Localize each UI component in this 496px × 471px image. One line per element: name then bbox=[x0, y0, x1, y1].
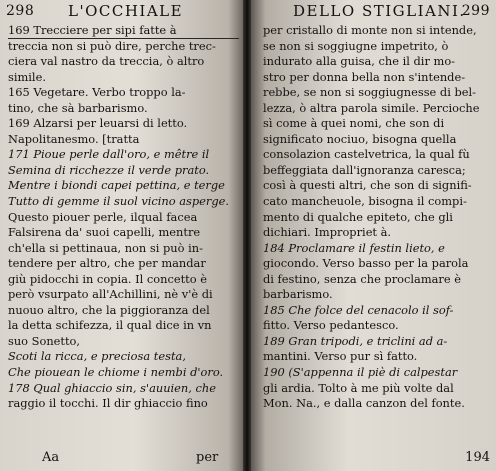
text-line: 165 Vegetare. Verbo troppo la- bbox=[8, 85, 186, 100]
text-line: Mentre i biondi capei pettina, e terge bbox=[8, 178, 225, 193]
text-line: Questo piouer perle, ilqual facea bbox=[8, 209, 198, 224]
text-line: 184 Proclamare il festin lieto, e bbox=[263, 240, 445, 255]
text-line: mantini. Verso pur sì fatto. bbox=[263, 349, 418, 364]
text-line: suo Sonetto, bbox=[8, 333, 81, 348]
right-page bbox=[251, 0, 496, 471]
text-line: consolazion castelvetrica, la qual fù bbox=[263, 147, 470, 162]
text-line: fitto. Verso pedantesco. bbox=[263, 318, 399, 333]
left-page-number: 298 bbox=[6, 3, 35, 19]
text-line: simile. bbox=[8, 69, 46, 84]
left-page-text bbox=[8, 23, 239, 443]
catchword: per bbox=[196, 450, 219, 465]
text-line: di festino, senza che proclamare è bbox=[263, 271, 461, 286]
text-line: tino, che sà barbarismo. bbox=[8, 100, 148, 115]
catchword: 194 bbox=[465, 450, 490, 465]
text-line: raggio il tocchi. Il dir ghiaccio fino bbox=[8, 396, 208, 411]
text-line: 171 Pioue perle dall'oro, e mêtre il bbox=[8, 147, 210, 162]
text-line: Falsirena da' suoi capelli, mentre bbox=[8, 225, 201, 240]
text-line: però vsurpato all'Achillini, nè v'è di bbox=[8, 287, 213, 302]
text-line: cato mancheuole, bisogna il compi- bbox=[263, 194, 467, 209]
text-line: rebbe, se non si soggiugnesse di bel- bbox=[263, 85, 476, 100]
text-line: così à questi altri, che son di signifi- bbox=[263, 178, 472, 193]
left-running-title: L'OCCHIALE bbox=[68, 2, 184, 20]
text-line: ciera val nastro da treccia, ò altro bbox=[8, 54, 205, 69]
right-page-text bbox=[263, 23, 492, 443]
right-page-number: 299 bbox=[461, 3, 490, 19]
text-line: ch'ella si pettinaua, non si può in- bbox=[8, 240, 203, 255]
text-line: 190 (S'appenna il piè di calpestar bbox=[263, 365, 458, 380]
right-page-header bbox=[257, 2, 490, 20]
text-line: se non si soggiugne impetrito, ò bbox=[263, 38, 449, 53]
text-line: Tutto di gemme il suol vicino asperge. bbox=[8, 194, 230, 209]
text-line: giù pidocchi in copia. Il concetto è bbox=[8, 271, 207, 286]
text-line: significato nociuo, bisogna quella bbox=[263, 131, 457, 146]
text-line: dichiari. Impropriet à. bbox=[263, 225, 392, 240]
text-line: lezza, ò altra parola simile. Percioche bbox=[263, 100, 480, 115]
text-line: treccia non si può dire, perche trec- bbox=[8, 38, 216, 53]
text-line: gli ardia. Tolto à me più volte dal bbox=[263, 380, 454, 395]
text-line: 169 Trecciere per sipi fatte à bbox=[8, 23, 239, 39]
text-line: indurato alla guisa, che il dir mo- bbox=[263, 54, 456, 69]
text-line: tendere per altro, che per mandar bbox=[8, 256, 206, 271]
left-page bbox=[0, 0, 243, 471]
signature-mark: Aa bbox=[42, 450, 60, 465]
text-line: 178 Qual ghiaccio sin, s'auuien, che bbox=[8, 380, 216, 395]
text-line: nuouo altro, che la piggioranza del bbox=[8, 302, 210, 317]
text-line: Napolitanesmo. [tratta bbox=[8, 131, 140, 146]
text-line: Semina di ricchezze il verde prato. bbox=[8, 162, 210, 177]
text-line: per cristallo di monte non si intende, bbox=[263, 23, 477, 37]
book-gutter bbox=[243, 0, 251, 471]
text-line: stro per donna bella non s'intende- bbox=[263, 69, 466, 84]
text-line: mento di qualche epiteto, che gli bbox=[263, 209, 453, 224]
text-line: Scoti la ricca, e preciosa testa, bbox=[8, 349, 186, 364]
left-page-footer bbox=[6, 449, 237, 467]
text-line: giocondo. Verso basso per la parola bbox=[263, 256, 469, 271]
text-line: Mon. Na., e dalla canzon del fonte. bbox=[263, 396, 465, 411]
text-line: 185 Che folce del cenacolo il sof- bbox=[263, 302, 454, 317]
text-line: 169 Alzarsi per leuarsi di letto. bbox=[8, 116, 188, 131]
left-page-header bbox=[6, 2, 237, 20]
text-line: la detta schifezza, il qual dice in vn bbox=[8, 318, 212, 333]
right-running-title: DELLO STIGLIANI. bbox=[293, 2, 466, 20]
text-line: 189 Gran tripodi, e triclini ad a- bbox=[263, 333, 448, 348]
text-line: barbarismo. bbox=[263, 287, 333, 302]
text-line: Che piouean le chiome i nembi d'oro. bbox=[8, 365, 224, 380]
right-page-footer bbox=[257, 449, 490, 467]
text-line: beffeggiata dall'ignoranza caresca; bbox=[263, 162, 466, 177]
text-line: sì come à quei nomi, che son di bbox=[263, 116, 445, 131]
